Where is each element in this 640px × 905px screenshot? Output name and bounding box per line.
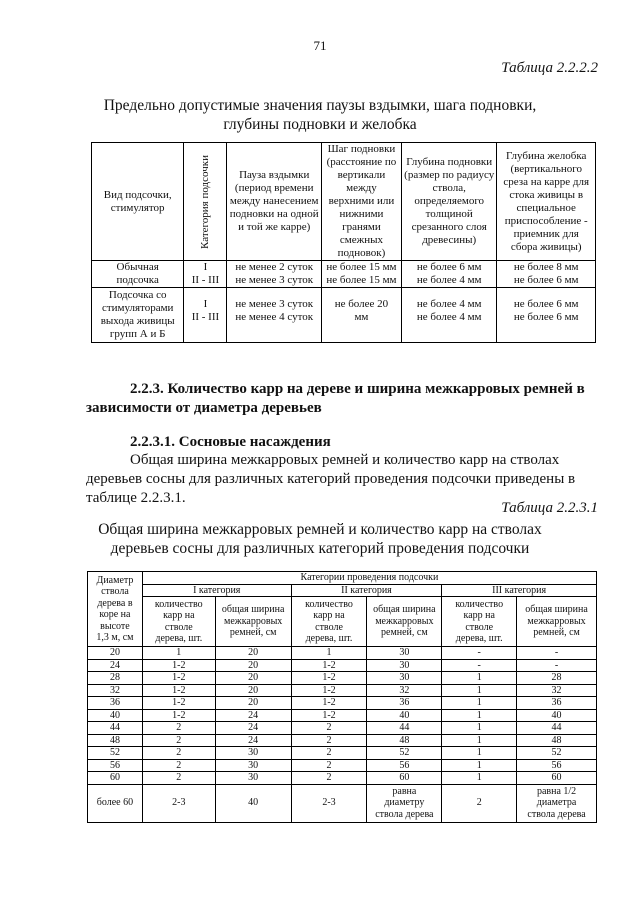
table-cell: 52 — [367, 747, 442, 760]
header-diameter: Диаметр ствола дерева в коре на высоте 1,3 м, см — [88, 572, 143, 647]
table-cell: 48 — [367, 734, 442, 747]
subsection-heading: 2.2.3.1. Сосновые насаждения — [130, 434, 331, 450]
table-cell: 1 — [442, 734, 517, 747]
header-pause: Пауза вздымки (период времени между нанесением подновки на одной и той же карре) — [227, 143, 321, 261]
table-row — [88, 709, 597, 722]
table-cell: 28 — [517, 672, 597, 685]
table-cell: 48 — [517, 734, 597, 747]
table-cell: 30 — [215, 772, 291, 785]
table-row — [88, 772, 597, 785]
table-cell: 20 — [215, 659, 291, 672]
table-cell: 24 — [215, 734, 291, 747]
table-cell: 2 — [291, 759, 367, 772]
table-cell: 30 — [367, 659, 442, 672]
table-cell: 1 — [442, 697, 517, 710]
table-cell: 60 — [517, 772, 597, 785]
table-row — [88, 672, 597, 685]
header-width: общая ширина межкарровых ремней, см — [517, 597, 597, 647]
table1-caption: Таблица 2.2.2.2 — [501, 60, 598, 76]
table-row — [88, 722, 597, 735]
table-cell: 36 — [88, 697, 143, 710]
table-cell: 2 — [142, 747, 215, 760]
table-cell: 56 — [88, 759, 143, 772]
table-cell: - — [442, 647, 517, 660]
table-cell: 2 — [142, 772, 215, 785]
header-categories: Категории проведения подсочки — [142, 572, 596, 585]
table1-header-row — [92, 143, 596, 261]
header-category-1: I категория — [142, 584, 291, 597]
table-cell: 48 — [88, 734, 143, 747]
table-cell: 2 — [142, 722, 215, 735]
header-category-3: III категория — [442, 584, 597, 597]
table-cell: - — [442, 659, 517, 672]
page-number: 71 — [313, 38, 327, 53]
header-category: Категория подсочки — [184, 143, 227, 261]
table-cell: 44 — [88, 722, 143, 735]
table-cell: 32 — [88, 684, 143, 697]
table-cell: 1-2 — [142, 697, 215, 710]
table-cell: 40 — [88, 709, 143, 722]
header-width: общая ширина межкарровых ремней, см — [215, 597, 291, 647]
table-cell: 1 — [442, 759, 517, 772]
header-count: количество карр на стволе дерева, шт. — [142, 597, 215, 647]
header-groove: Глубина желобка (вертикального среза на карре для стока живицы в специальное приспособление - приемник для сбора живицы) — [497, 143, 596, 261]
table-cell: 1 — [442, 722, 517, 735]
section-heading: 2.2.3. Количество карр на дереве и ширина межкарровых ремней в зависимости от диаметра деревьев — [86, 381, 585, 416]
table2-caption: Таблица 2.2.3.1 — [501, 500, 598, 516]
header-type: Вид подсочки, стимулятор — [92, 143, 184, 261]
table-cell: 1-2 — [291, 709, 367, 722]
table-cell: 1 — [442, 772, 517, 785]
table-cell: 24 — [215, 709, 291, 722]
table-cell: 40 — [517, 709, 597, 722]
table-cell: 32 — [517, 684, 597, 697]
table-cell: 44 — [517, 722, 597, 735]
table-cell: 60 — [367, 772, 442, 785]
table-cell: 44 — [367, 722, 442, 735]
table-row: Подсочка со стимуляторами выхода живицы групп А и Б I II - III не менее 3 суток не менее 4 суток не более 20 мм не более 4 мм не более 4 мм не более 6 мм не более 6 мм — [92, 288, 596, 343]
table-cell: 1 — [291, 647, 367, 660]
header-depth: Глубина подновки (размер по радиусу ствола, определяемого толщиной срезанного слоя древесины) — [401, 143, 496, 261]
table-cell: 56 — [367, 759, 442, 772]
table2-title: Общая ширина межкарровых ремней и количество карр на стволах деревьев сосны для различных категорий проведения подсочки — [98, 521, 542, 557]
header-width: общая ширина межкарровых ремней, см — [367, 597, 442, 647]
table-row: Обычная подсочка I II - III не менее 2 суток не менее 3 суток не более 15 мм не более 15 мм не более 6 мм не более 4 мм не более 8 мм не более 6 мм — [92, 261, 596, 288]
table-cell: 1 — [442, 709, 517, 722]
header-count: количество карр на стволе дерева, шт. — [291, 597, 367, 647]
table-row — [88, 697, 597, 710]
table-cell: 32 — [367, 684, 442, 697]
table-cell: 30 — [367, 647, 442, 660]
table-cell: 52 — [88, 747, 143, 760]
table-cell: 1-2 — [291, 697, 367, 710]
table2-body — [88, 647, 597, 785]
table-cell: 30 — [367, 672, 442, 685]
table-cell: 24 — [88, 659, 143, 672]
table-cell: 40 — [367, 709, 442, 722]
table-cell: 1-2 — [291, 672, 367, 685]
table-cell: 1-2 — [291, 684, 367, 697]
table-cell: 20 — [215, 672, 291, 685]
paragraph: Общая ширина межкарровых ремней и количество карр на стволах деревьев сосны для различных категорий проведения подсочки приведены в таблице 2.2.3.1. — [86, 452, 576, 506]
table-cell: - — [517, 647, 597, 660]
table-cell: 52 — [517, 747, 597, 760]
table-cell: 24 — [215, 722, 291, 735]
table-cell: 1 — [442, 672, 517, 685]
table-row: более 60 2-3 40 2-3 равна диаметру ствола дерева 2 равна 1/2 диаметра ствола дерева — [88, 784, 597, 822]
table-cell: 20 — [215, 684, 291, 697]
table-cell: 20 — [215, 697, 291, 710]
header-step: Шаг подновки (расстояние по вертикали между верхними или нижними гранями смежных подновок) — [321, 143, 401, 261]
header-category-2: II категория — [291, 584, 442, 597]
table-cell: 2 — [291, 734, 367, 747]
table1-title: Предельно допустимые значения паузы вздымки, шага подновки, глубины подновки и желобка — [103, 97, 537, 133]
table-row — [88, 759, 597, 772]
header-count: количество карр на стволе дерева, шт. — [442, 597, 517, 647]
table-cell: 2 — [291, 747, 367, 760]
table-cell: 20 — [88, 647, 143, 660]
table2 — [87, 571, 597, 823]
table-cell: 1-2 — [142, 709, 215, 722]
table-cell: 28 — [88, 672, 143, 685]
table-cell: 20 — [215, 647, 291, 660]
table-cell: - — [517, 659, 597, 672]
table-cell: 36 — [367, 697, 442, 710]
table-cell: 1 — [442, 747, 517, 760]
table-cell: 56 — [517, 759, 597, 772]
table-cell: 2 — [142, 759, 215, 772]
table-cell: 1 — [442, 684, 517, 697]
table-row — [88, 747, 597, 760]
table-cell: 60 — [88, 772, 143, 785]
table-cell: 2 — [291, 772, 367, 785]
table-cell: 1-2 — [291, 659, 367, 672]
table-row — [88, 659, 597, 672]
table1 — [91, 142, 596, 343]
table-cell: 2 — [142, 734, 215, 747]
table-cell: 1-2 — [142, 684, 215, 697]
table-row — [88, 734, 597, 747]
table-cell: 1 — [142, 647, 215, 660]
table-row — [88, 684, 597, 697]
table-cell: 1-2 — [142, 659, 215, 672]
table-cell: 36 — [517, 697, 597, 710]
table-cell: 2 — [291, 722, 367, 735]
table-row — [88, 647, 597, 660]
table-cell: 30 — [215, 759, 291, 772]
table-cell: 30 — [215, 747, 291, 760]
table-cell: 1-2 — [142, 672, 215, 685]
